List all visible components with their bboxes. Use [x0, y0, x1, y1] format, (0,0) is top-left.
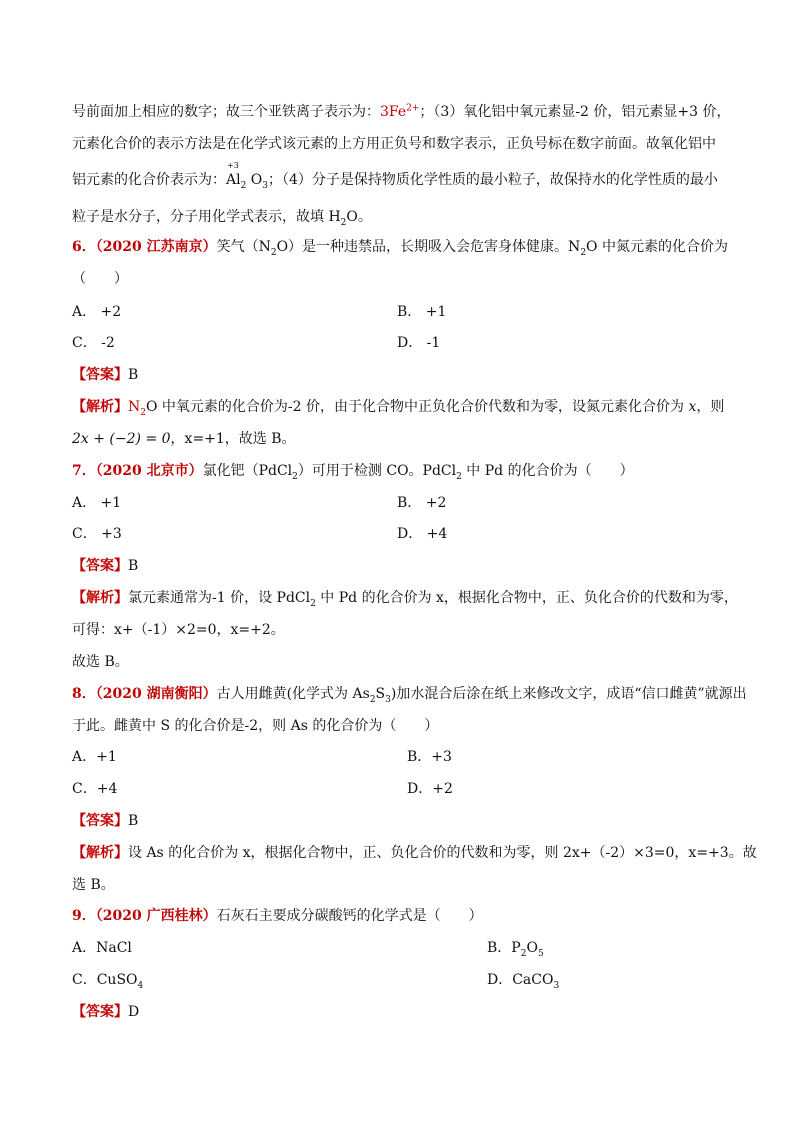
q8-stem-line-2: 于此。雌黄中 S 的化合价是-2，则 As 的化合价为（ ） [72, 718, 439, 734]
q6-explanation-line-2: 2x + (−2) = 0，x=+1，故选 B。 [72, 431, 296, 447]
q9-stem: 9．（2020 广西桂林）石灰石主要成分碳酸钙的化学式是（ ） [72, 908, 483, 924]
alumina-valence-formula: +3 $Al_2$ $O_3$ [226, 161, 268, 191]
q9-answer: 【答案】D [72, 1004, 140, 1020]
q8-option-a: A．+1 [72, 749, 117, 765]
q8-option-d: D．+2 [407, 781, 453, 797]
q9-option-a: A．NaCl [72, 940, 132, 956]
prev-explanation-line-3: 铝元素的化合价表示为： +3 $Al_2$ $O_3$；（4）分子是保持物质化学性质的最小粒子，故保持水的化学性质的最小 [72, 161, 718, 191]
q6-option-b: B． +1 [397, 304, 447, 320]
q6-option-a: A． +2 [72, 304, 122, 320]
q8-answer: 【答案】B [72, 813, 139, 829]
prev-explanation-line-1: 号前面加上相应的数字；故三个亚铁离子表示为：$3Fe^{2+}$；（3）氧化铝中氧元素显-2 价，铝元素显+3 价， [72, 103, 731, 120]
q6-answer: 【答案】B [72, 367, 139, 383]
q7-explanation-line-3: 故选 B。 [72, 654, 129, 670]
q8-stem: 8．（2020 湖南衡阳）古人用雌黄(化学式为 $As_2S_3$)加水混合后涂在纸上来修改文字，成语“信口雌黄”就源出 [72, 686, 747, 705]
q7-explanation: 【解析】氯元素通常为-1 价，设 PdCl$_2$ 中 Pd 的化合价为 x，根据化合物中，正、负化合价的代数和为零， [72, 590, 738, 609]
q7-explanation-line-2: 可得：x+（-1）×2=0，x=+2。 [72, 622, 285, 638]
q7-option-d: D． +4 [397, 526, 448, 542]
q8-option-b: B．+3 [407, 749, 452, 765]
q6-stem-line-2: （ ） [72, 271, 128, 287]
q8-option-c: C．+4 [72, 781, 118, 797]
q7-option-a: A． +1 [72, 495, 122, 511]
q6-option-d: D． -1 [397, 335, 441, 351]
q7-answer: 【答案】B [72, 558, 139, 574]
q9-option-c: C．CuSO$_4$ [72, 972, 144, 991]
q6-stem: 6．（2020 江苏南京）笑气$(N_2O)$是一种违禁品，长期吸入会危害身体健康。$N_2O$ 中氮元素的化合价为 [72, 239, 728, 258]
q6-option-c: C． -2 [72, 335, 115, 351]
q6-equation: 2x + (−2) = 0 [72, 431, 171, 447]
q7-option-c: C． +3 [72, 526, 122, 542]
prev-explanation-line-4: 粒子是水分子，分子用化学式表示，故填 $H_2O$。 [72, 209, 372, 228]
q7-option-b: B． +2 [397, 495, 447, 511]
q7-stem: 7．（2020 北京市）氯化钯（PdCl$_2$）可用于检测 CO。PdCl$_2$ 中 Pd 的化合价为（ ） [72, 463, 634, 482]
q8-explanation-line-2: 选 B。 [72, 877, 115, 893]
q9-option-d: D．CaCO$_3$ [487, 972, 560, 991]
q9-option-b: B．$P_2O_5$ [487, 940, 544, 959]
prev-explanation-line-2: 元素化合价的表示方法是在化学式该元素的上方用正负号和数字表示，正负号标在数字前面。故氧化铝中 [72, 136, 716, 152]
q8-explanation: 【解析】设 As 的化合价为 x，根据化合物中，正、负化合价的代数和为零，则 2x+（-2）×3=0，x=+3。故 [72, 845, 757, 861]
q6-explanation: 【解析】$N_2O$ 中氧元素的化合价为-2 价，由于化合物中正负化合价代数和为零，设氮元素化合价为 x，则 [72, 399, 725, 418]
